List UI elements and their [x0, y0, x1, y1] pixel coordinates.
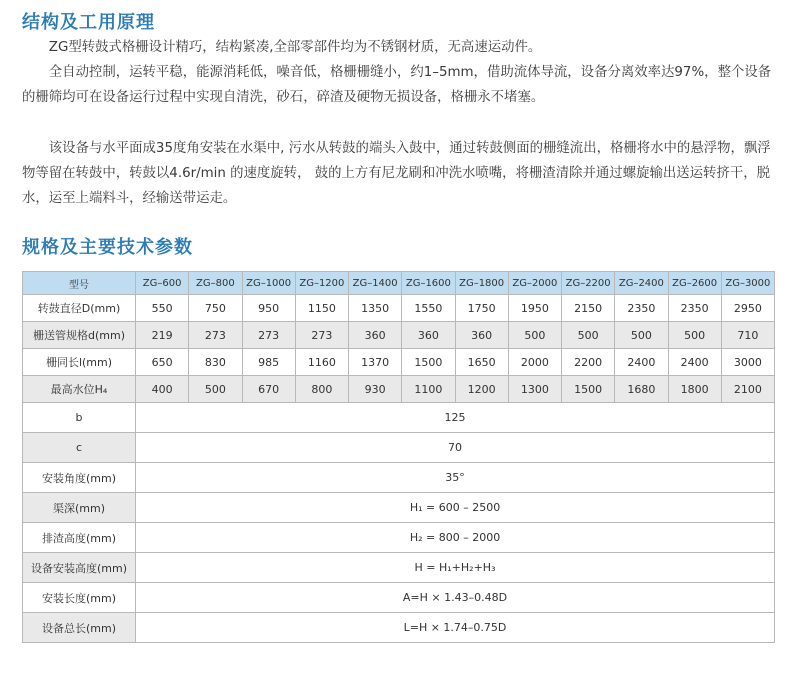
value-cell: 1350 [349, 295, 402, 322]
value-cell: 1650 [455, 349, 508, 376]
paragraph-3: 该设备与水平面成35度角安装在水渠中, 污水从转鼓的端头入鼓中，通过转鼓侧面的栅缝流出，格栅将水中的悬浮物，飘浮物等留在转鼓中，转鼓以4.6r/min 的速度旋转， 鼓的上方有尼龙刷和冲洗水喷嘴，将栅渣清除并通过螺旋输出送运转挤干，脱水，运至上端料斗，经输送带运走。 [22, 141, 771, 206]
table-row [23, 583, 775, 613]
value-cell: 1800 [668, 376, 721, 403]
value-cell: 1160 [295, 349, 348, 376]
value-cell: 1500 [562, 376, 615, 403]
merged-value-cell: 125 [136, 403, 775, 433]
row-label: 渠深(mm) [23, 493, 136, 523]
model-cell: ZG–2000 [508, 272, 561, 295]
value-cell: 1370 [349, 349, 402, 376]
row-label: 最高水位H₄ [23, 376, 136, 403]
value-cell: 2100 [721, 376, 774, 403]
value-cell: 273 [295, 322, 348, 349]
model-cell: ZG–2200 [562, 272, 615, 295]
paragraph-2: 全自动控制，运转平稳，能源消耗低，噪音低，格栅栅缝小，约1–5mm，借助流体导流，设备分离效率达97%，整个设备的栅筛均可在设备运行过程中实现自清洗，砂石，碎渣及硬物无损设备，格栅永不堵塞。 [22, 65, 772, 105]
model-cell: ZG–1400 [349, 272, 402, 295]
value-cell: 2950 [721, 295, 774, 322]
value-cell: 500 [668, 322, 721, 349]
value-cell: 2000 [508, 349, 561, 376]
value-cell: 950 [242, 295, 295, 322]
value-cell: 800 [295, 376, 348, 403]
value-cell: 1750 [455, 295, 508, 322]
value-cell: 1550 [402, 295, 455, 322]
section-title-specs: 规格及主要技术参数 [22, 237, 193, 258]
value-cell: 2350 [668, 295, 721, 322]
model-cell: ZG–2400 [615, 272, 668, 295]
value-cell: 830 [189, 349, 242, 376]
model-cell: ZG–1600 [402, 272, 455, 295]
value-cell: 2400 [668, 349, 721, 376]
value-cell: 2150 [562, 295, 615, 322]
merged-value-cell: H₁ = 600 – 2500 [136, 493, 775, 523]
header-label: 型号 [23, 272, 136, 295]
table-row [23, 376, 775, 403]
value-cell: 985 [242, 349, 295, 376]
merged-value-cell: 35° [136, 463, 775, 493]
paragraph-1: ZG型转鼓式格栅设计精巧，结构紧凑,全部零部件均为不锈钢材质，无高速运动件。 [48, 40, 542, 55]
value-cell: 500 [615, 322, 668, 349]
model-cell: ZG–2600 [668, 272, 721, 295]
value-cell: 219 [136, 322, 189, 349]
table-row [23, 433, 775, 463]
value-cell: 1200 [455, 376, 508, 403]
table-row [23, 523, 775, 553]
value-cell: 500 [562, 322, 615, 349]
row-label: 排渣高度(mm) [23, 523, 136, 553]
value-cell: 2350 [615, 295, 668, 322]
value-cell: 550 [136, 295, 189, 322]
row-label: c [23, 433, 136, 463]
table-row [23, 403, 775, 433]
value-cell: 750 [189, 295, 242, 322]
row-label: 设备安装高度(mm) [23, 553, 136, 583]
row-label: 安装角度(mm) [23, 463, 136, 493]
table-row [23, 295, 775, 322]
merged-value-cell: 70 [136, 433, 775, 463]
table-row [23, 322, 775, 349]
table-row [23, 349, 775, 376]
model-cell: ZG–3000 [721, 272, 774, 295]
value-cell: 1950 [508, 295, 561, 322]
value-cell: 400 [136, 376, 189, 403]
row-label: 栅送管规格d(mm) [23, 322, 136, 349]
value-cell: 670 [242, 376, 295, 403]
value-cell: 360 [349, 322, 402, 349]
section-title-structure: 结构及工用原理 [22, 12, 155, 33]
model-cell: ZG–1000 [242, 272, 295, 295]
row-label: 安装长度(mm) [23, 583, 136, 613]
model-cell: ZG–1200 [295, 272, 348, 295]
value-cell: 3000 [721, 349, 774, 376]
value-cell: 1680 [615, 376, 668, 403]
row-label: b [23, 403, 136, 433]
value-cell: 930 [349, 376, 402, 403]
value-cell: 2400 [615, 349, 668, 376]
value-cell: 2200 [562, 349, 615, 376]
table-row [23, 463, 775, 493]
value-cell: 650 [136, 349, 189, 376]
merged-value-cell: L=H × 1.74–0.75D [136, 613, 775, 643]
table-row [23, 553, 775, 583]
value-cell: 710 [721, 322, 774, 349]
spec-table [22, 271, 775, 643]
value-cell: 1300 [508, 376, 561, 403]
merged-value-cell: H = H₁+H₂+H₃ [136, 553, 775, 583]
row-label: 设备总长(mm) [23, 613, 136, 643]
row-label: 转鼓直径D(mm) [23, 295, 136, 322]
table-header-row [23, 272, 775, 295]
value-cell: 360 [455, 322, 508, 349]
table-row [23, 493, 775, 523]
value-cell: 500 [508, 322, 561, 349]
model-cell: ZG–600 [136, 272, 189, 295]
value-cell: 360 [402, 322, 455, 349]
merged-value-cell: H₂ = 800 – 2000 [136, 523, 775, 553]
value-cell: 1100 [402, 376, 455, 403]
merged-value-cell: A=H × 1.43–0.48D [136, 583, 775, 613]
value-cell: 500 [189, 376, 242, 403]
row-label: 栅同长l(mm) [23, 349, 136, 376]
value-cell: 273 [189, 322, 242, 349]
value-cell: 1150 [295, 295, 348, 322]
table-row [23, 613, 775, 643]
model-cell: ZG–1800 [455, 272, 508, 295]
value-cell: 1500 [402, 349, 455, 376]
value-cell: 273 [242, 322, 295, 349]
model-cell: ZG–800 [189, 272, 242, 295]
